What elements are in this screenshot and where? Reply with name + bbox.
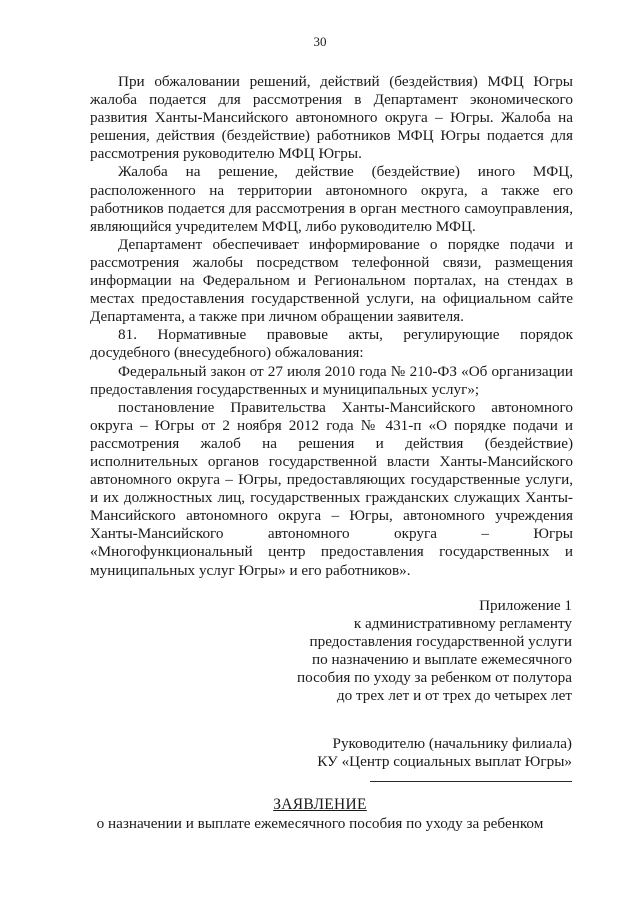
- appendix-line: к административному регламенту: [353, 615, 572, 633]
- document-subtitle: о назначении и выплате ежемесячного пособия по уходу за ребенком: [96, 815, 544, 832]
- appendix-line: предоставления государственной услуги: [309, 633, 572, 651]
- appendix-line: пособия по уходу за ребенком от полутора: [297, 669, 572, 687]
- appendix-line: по назначению и выплате ежемесячного: [312, 651, 572, 669]
- paragraph-government-decree: постановление Правительства Ханты-Мансийского автономного округа – Югры от 2 ноября 2012 года № 431-п «О порядке подачи и рассмотрения жалоб на решения и действия (бездействие) исполнительных органов государственной власти Ханты-Мансийского автономного округа – Югры, предоставляющих государственные услуги, и их должностных лиц, государственных гражданских служащих Ханты-Мансийского автономного округа – Югры, автономного учреждения Ханты-Мансийского автономного округа – Югры «Многофункциональный центр предоставления государственных и муниципальных услуг Югры» и его работников».: [90, 398, 573, 579]
- addressee-block: [252, 735, 572, 771]
- document-title: ЗАЯВЛЕНИЕ: [273, 796, 367, 813]
- paragraph-federal-law: Федеральный закон от 27 июля 2010 года № 210-ФЗ «Об организации предоставления государственных и муниципальных услуг»;: [90, 362, 573, 398]
- body-text: [90, 73, 573, 580]
- appendix-header: [252, 597, 572, 706]
- page-number: 30: [313, 34, 327, 49]
- appendix-line: до трех лет и от трех до четырех лет: [336, 687, 572, 705]
- paragraph-department-informing: Департамент обеспечивает информирование о порядке подачи и рассмотрения жалобы посредством телефонной связи, размещения информации на Федеральном и Региональном порталах, на стендах в местах предоставления государственной услуги, на официальном сайте Департамента, а также при личном обращении заявителя.: [90, 235, 573, 326]
- addressee-underline: [370, 781, 572, 782]
- addressee-line: Руководителю (начальнику филиала): [332, 735, 572, 752]
- appendix-line: Приложение 1: [479, 597, 572, 614]
- addressee-line: КУ «Центр социальных выплат Югры»: [317, 753, 572, 771]
- paragraph-other-mfc-complaint: Жалоба на решение, действие (бездействие) иного МФЦ, расположенного на территории автономного округа, а также его работников подается для рассмотрения в орган местного самоуправления, являющийся учредителем МФЦ, либо руководителю МФЦ.: [90, 163, 573, 235]
- paragraph-mfc-complaint: При обжаловании решений, действий (бездействия) МФЦ Югры жалоба подается для рассмотрения в Департамент экономического развития Ханты-Мансийского автономного округа – Югры. Жалоба на решения, действия (бездействие) работников МФЦ Югры подается для рассмотрения руководителю МФЦ Югры.: [90, 73, 573, 163]
- paragraph-section-81: 81. Нормативные правовые акты, регулирующие порядок досудебного (внесудебного) обжалования:: [90, 326, 573, 362]
